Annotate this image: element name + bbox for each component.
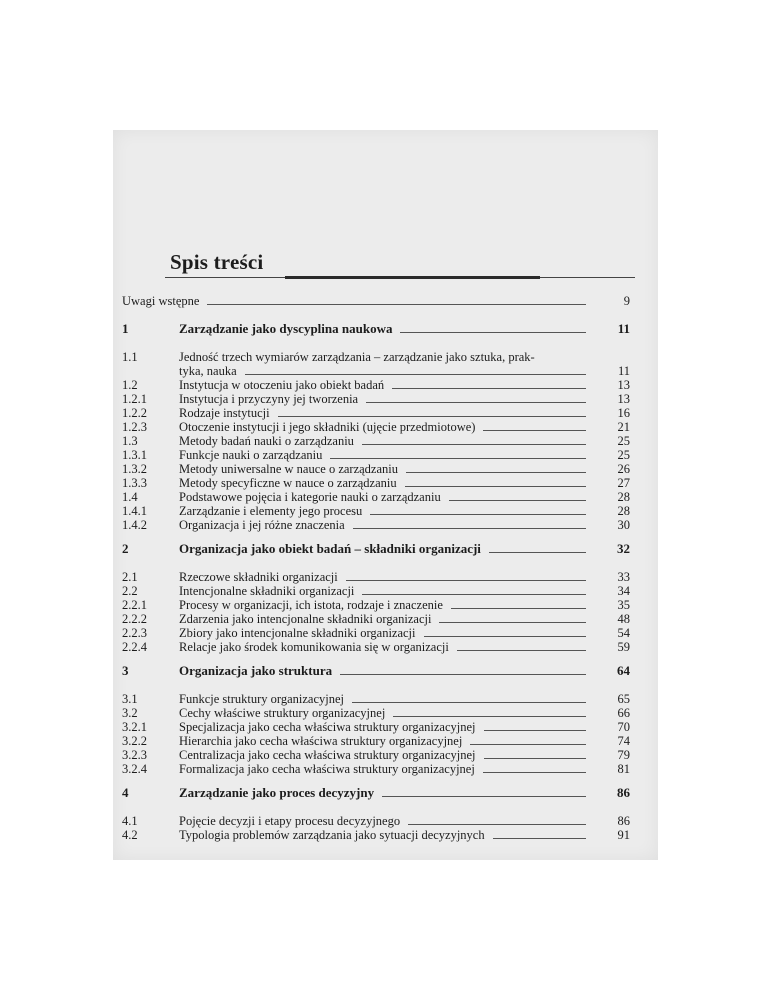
toc-number: 1.4.1 (122, 504, 147, 518)
toc-text: Rzeczowe składniki organizacji (179, 570, 338, 584)
toc-page-number: 59 (617, 640, 630, 654)
toc-page-number: 13 (617, 378, 630, 392)
toc-section-row (122, 434, 630, 448)
toc-entry (179, 434, 592, 448)
toc-leader (470, 743, 586, 745)
toc-leader (362, 593, 586, 595)
toc-number: 2 (122, 541, 129, 556)
toc-chapter-row (122, 786, 630, 800)
toc-entry (179, 612, 592, 626)
toc-leader (405, 485, 586, 487)
title-rule (165, 277, 635, 278)
toc-page-number: 16 (617, 406, 630, 420)
toc-leader (353, 527, 586, 529)
toc-page-number: 11 (617, 364, 630, 378)
toc-entry (179, 598, 592, 612)
toc-text: Formalizacja jako cecha właściwa struktury organizacyjnej (179, 762, 475, 776)
toc-page-number: 54 (617, 626, 630, 640)
toc-intro-row (122, 294, 630, 308)
toc-text-continuation (179, 364, 592, 378)
toc-entry (179, 392, 592, 406)
toc-page-number: 70 (617, 720, 630, 734)
toc-entry (179, 448, 592, 462)
toc-page-number: 86 (617, 785, 630, 800)
toc-section-row (122, 504, 630, 518)
toc-number: 1.4 (122, 490, 138, 504)
toc-text: Specjalizacja jako cecha właściwa struktury organizacyjnej (179, 720, 476, 734)
toc-entry (179, 828, 592, 842)
toc-page-number: 91 (617, 828, 630, 842)
toc-number: 3.2.3 (122, 748, 147, 762)
toc-entry (179, 664, 592, 678)
toc-text: Instytucja i przyczyny jej tworzenia (179, 392, 359, 406)
toc-number: 1.3.1 (122, 448, 147, 462)
toc-page-number: 81 (617, 762, 630, 776)
toc-leader (340, 673, 586, 675)
toc-leader (352, 701, 586, 703)
toc-entry (179, 350, 592, 378)
toc-leader (484, 757, 586, 759)
toc-section-row (122, 734, 630, 748)
toc-leader (362, 443, 586, 445)
toc-page-number: 26 (617, 462, 630, 476)
toc-page-number: 48 (617, 612, 630, 626)
toc-text: Funkcje struktury organizacyjnej (179, 692, 345, 706)
toc-text: Zarządzanie jako proces decyzyjny (179, 785, 375, 800)
toc-page-number: 35 (617, 598, 630, 612)
toc-text: Metody badań nauki o zarządzaniu (179, 434, 354, 448)
toc-number: 2.2.4 (122, 640, 147, 654)
toc-number: 3.1 (122, 692, 138, 706)
toc-text: Metody uniwersalne w nauce o zarządzaniu (179, 462, 399, 476)
toc-leader (489, 551, 586, 553)
toc-section-row (122, 706, 630, 720)
toc-text: Typologia problemów zarządzania jako sytuacji decyzyjnych (179, 828, 485, 842)
toc-section-row (122, 420, 630, 434)
toc-section-row (122, 462, 630, 476)
toc-leader (392, 387, 586, 389)
toc-number: 2.2.3 (122, 626, 147, 640)
toc-entry (179, 706, 592, 720)
toc-chapter-row (122, 542, 630, 556)
toc-intro-label: Uwagi wstępne (122, 294, 200, 308)
toc-number: 2.1 (122, 570, 138, 584)
toc-section-row (122, 626, 630, 640)
toc-text-line2: tyka, nauka (179, 364, 237, 378)
toc-leader (424, 635, 586, 637)
toc-leader (382, 795, 586, 797)
toc-leader (439, 621, 586, 623)
toc-section-row (122, 692, 630, 706)
toc-number: 1.4.2 (122, 518, 147, 532)
toc-page-number: 74 (617, 734, 630, 748)
toc-section-row (122, 598, 630, 612)
toc-number: 1.1 (122, 350, 138, 364)
toc-intro-page: 9 (623, 294, 630, 308)
toc-section-row (122, 448, 630, 462)
toc-text: Relacje jako środek komunikowania się w organizacji (179, 640, 449, 654)
toc-number: 3 (122, 663, 129, 678)
toc-entry (179, 692, 592, 706)
title-rule-accent (285, 276, 540, 279)
toc-number: 1.2 (122, 378, 138, 392)
toc-leader (457, 649, 586, 651)
toc-leader (346, 579, 586, 581)
toc-page-number: 30 (617, 518, 630, 532)
page-title: Spis treści (170, 250, 264, 274)
toc-page-number: 34 (617, 584, 630, 598)
toc-entry (179, 518, 592, 532)
toc-page-number: 25 (617, 434, 630, 448)
toc-entry (179, 584, 592, 598)
toc-leader (483, 771, 586, 773)
toc-leader (451, 607, 586, 609)
toc-section-row (122, 476, 630, 490)
toc-section-row (122, 392, 630, 406)
toc-leader (370, 513, 586, 515)
toc-number: 2.2 (122, 584, 138, 598)
toc-entry (179, 814, 592, 828)
toc-text: Instytucja w otoczeniu jako obiekt badań (179, 378, 385, 392)
toc-section-row (122, 406, 630, 420)
toc-page-number: 21 (617, 420, 630, 434)
toc-page-number: 79 (617, 748, 630, 762)
toc-number: 1 (122, 321, 129, 336)
toc-section-row (122, 350, 630, 378)
toc-number: 4.2 (122, 828, 138, 842)
toc-section-row (122, 612, 630, 626)
toc-leader (484, 729, 586, 731)
toc-text: Otoczenie instytucji i jego składniki (ujęcie przedmiotowe) (179, 420, 476, 434)
toc-leader (330, 457, 586, 459)
toc-number: 1.3.2 (122, 462, 147, 476)
toc-chapter-row (122, 664, 630, 678)
toc-text: Organizacja jako obiekt badań – składniki organizacji (179, 541, 481, 556)
toc-entry (179, 490, 592, 504)
toc-text: Intencjonalne składniki organizacji (179, 584, 355, 598)
toc-entry (179, 378, 592, 392)
toc-text: Metody specyficzne w nauce o zarządzaniu (179, 476, 397, 490)
toc-entry (179, 420, 592, 434)
toc-number: 1.3.3 (122, 476, 147, 490)
toc-leader (408, 823, 586, 825)
toc-text: Pojęcie decyzji i etapy procesu decyzyjnego (179, 814, 401, 828)
toc-number: 4.1 (122, 814, 138, 828)
toc-leader (406, 471, 586, 473)
toc-section-row (122, 828, 630, 842)
toc-entry (179, 748, 592, 762)
toc-number: 1.2.1 (122, 392, 147, 406)
toc-leader (245, 373, 586, 375)
toc-leader (278, 415, 586, 417)
toc-page-number: 13 (617, 392, 630, 406)
toc-entry (179, 786, 592, 800)
toc-page-number: 66 (617, 706, 630, 720)
toc-number: 3.2 (122, 706, 138, 720)
toc-entry (179, 504, 592, 518)
toc-page-number: 27 (617, 476, 630, 490)
toc-entry (179, 734, 592, 748)
toc-leader (366, 401, 586, 403)
toc-leader (207, 303, 586, 305)
toc-page-number: 28 (617, 504, 630, 518)
toc-page-number: 65 (617, 692, 630, 706)
toc-text: Funkcje nauki o zarządzaniu (179, 448, 323, 462)
toc-entry (179, 542, 592, 556)
toc-text: Rodzaje instytucji (179, 406, 270, 420)
toc-chapter-row (122, 322, 630, 336)
toc-entry (179, 720, 592, 734)
toc-section-row (122, 584, 630, 598)
toc-page-number: 28 (617, 490, 630, 504)
toc-page-number: 32 (617, 541, 630, 556)
toc-entry (179, 626, 592, 640)
toc-text: Hierarchia jako cecha właściwa struktury organizacyjnej (179, 734, 463, 748)
toc-section-row (122, 378, 630, 392)
toc-number: 1.3 (122, 434, 138, 448)
toc-text: Zarządzanie jako dyscyplina naukowa (179, 321, 393, 336)
toc-page-number: 64 (617, 663, 630, 678)
toc-text: Centralizacja jako cecha właściwa struktury organizacyjnej (179, 748, 476, 762)
toc-text: Procesy w organizacji, ich istota, rodzaje i znaczenie (179, 598, 443, 612)
toc-entry (179, 462, 592, 476)
toc-text: Zdarzenia jako intencjonalne składniki organizacji (179, 612, 432, 626)
toc-text: Cechy właściwe struktury organizacyjnej (179, 706, 386, 720)
toc-text: Zarządzanie i elementy jego procesu (179, 504, 363, 518)
toc-section-row (122, 570, 630, 584)
toc-number: 4 (122, 785, 129, 800)
toc-text: Organizacja i jej różne znaczenia (179, 518, 345, 532)
toc-entry (179, 406, 592, 420)
toc-leader (400, 331, 586, 333)
toc-number: 2.2.2 (122, 612, 147, 626)
toc-section-row (122, 814, 630, 828)
toc-section-row (122, 748, 630, 762)
toc-entry (179, 476, 592, 490)
toc-page-number: 86 (617, 814, 630, 828)
toc-entry (179, 640, 592, 654)
toc-leader (493, 837, 586, 839)
toc-entry (179, 762, 592, 776)
toc-leader (483, 429, 586, 431)
toc-number: 1.2.2 (122, 406, 147, 420)
toc-page-number: 25 (617, 448, 630, 462)
toc-entry (179, 570, 592, 584)
toc-text: Jedność trzech wymiarów zarządzania – zarządzanie jako sztuka, prak- (179, 350, 535, 364)
toc-entry (122, 294, 592, 308)
toc-section-row (122, 490, 630, 504)
toc-number: 3.2.4 (122, 762, 147, 776)
table-of-contents (122, 294, 630, 842)
toc-text: Organizacja jako struktura (179, 663, 333, 678)
toc-section-row (122, 518, 630, 532)
toc-section-row (122, 640, 630, 654)
toc-text: Zbiory jako intencjonalne składniki organizacji (179, 626, 416, 640)
toc-leader (393, 715, 586, 717)
toc-section-row (122, 720, 630, 734)
toc-page-number: 11 (617, 321, 630, 336)
toc-leader (449, 499, 586, 501)
toc-entry (179, 322, 592, 336)
toc-text: Podstawowe pojęcia i kategorie nauki o zarządzaniu (179, 490, 441, 504)
toc-section-row (122, 762, 630, 776)
toc-number: 3.2.1 (122, 720, 147, 734)
toc-number: 2.2.1 (122, 598, 147, 612)
toc-page-number: 33 (617, 570, 630, 584)
toc-number: 1.2.3 (122, 420, 147, 434)
toc-number: 3.2.2 (122, 734, 147, 748)
